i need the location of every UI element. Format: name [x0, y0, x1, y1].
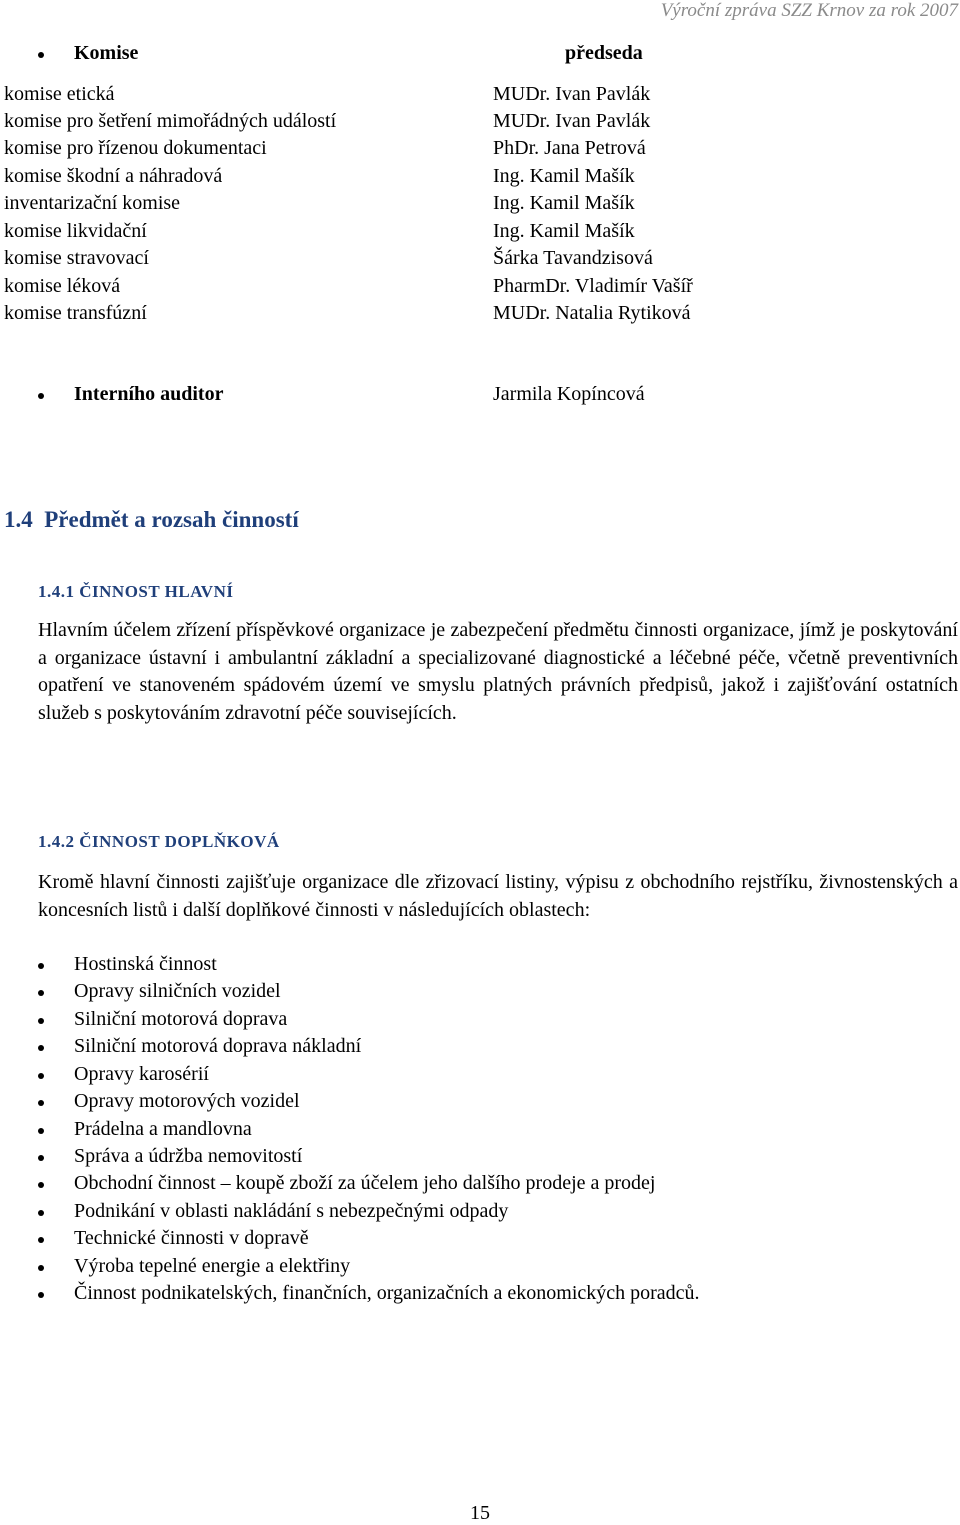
- commission-chair: Ing. Kamil Mašík: [493, 220, 635, 242]
- commission-name: komise likvidační: [4, 220, 147, 242]
- commission-chair: Ing. Kamil Mašík: [493, 165, 635, 187]
- subsection-title: ČINNOST DOPLŇKOVÁ: [79, 832, 280, 851]
- list-item: Podnikání v oblasti nakládání s nebezpečnými odpady: [74, 1200, 509, 1222]
- commission-name: komise transfúzní: [4, 302, 147, 324]
- list-item: Silniční motorová doprava: [74, 1008, 288, 1030]
- bullet-icon: [38, 1155, 44, 1161]
- section-title: Předmět a rozsah činností: [44, 507, 299, 532]
- bullet-icon: [38, 1237, 44, 1243]
- list-item: Správa a údržba nemovitostí: [74, 1145, 303, 1167]
- bullet-icon: [38, 1018, 44, 1024]
- bullet-icon: [38, 990, 44, 996]
- bullet-icon: [38, 1128, 44, 1134]
- commission-chair: MUDr. Natalia Rytiková: [493, 302, 691, 324]
- bullet-icon: [38, 1210, 44, 1216]
- list-item: Technické činnosti v dopravě: [74, 1227, 309, 1249]
- bullet-icon: [38, 963, 44, 969]
- commission-chair: Ing. Kamil Mašík: [493, 192, 635, 214]
- commission-chair: Šárka Tavandzisová: [493, 247, 653, 269]
- bullet-icon: [38, 1292, 44, 1298]
- commission-name: komise pro šetření mimořádných událostí: [4, 110, 337, 132]
- commission-name: komise pro řízenou dokumentaci: [4, 137, 267, 159]
- list-item: Opravy motorových vozidel: [74, 1090, 300, 1112]
- commission-chair: PharmDr. Vladimír Vašíř: [493, 275, 693, 297]
- bullet-icon: [38, 52, 44, 58]
- bullet-icon: [38, 1100, 44, 1106]
- list-item: Výroba tepelné energie a elektřiny: [74, 1255, 351, 1277]
- subsection-title: ČINNOST HLAVNÍ: [79, 582, 234, 601]
- list-item: Prádelna a mandlovna: [74, 1118, 252, 1140]
- section-number: 1.4: [4, 507, 33, 532]
- commission-name: komise stravovací: [4, 247, 149, 269]
- list-item: Opravy silničních vozidel: [74, 980, 281, 1002]
- auditor-label: Interního auditor: [74, 383, 224, 405]
- list-item: Hostinská činnost: [74, 953, 217, 975]
- commission-chair: MUDr. Ivan Pavlák: [493, 110, 651, 132]
- bullet-icon: [38, 1182, 44, 1188]
- commission-name: inventarizační komise: [4, 192, 181, 214]
- subsection-number: 1.4.2: [38, 832, 75, 851]
- commission-name: komise léková: [4, 275, 121, 297]
- commission-chair: MUDr. Ivan Pavlák: [493, 83, 651, 105]
- bullet-icon: [38, 1045, 44, 1051]
- running-header: Výroční zpráva SZZ Krnov za rok 2007: [660, 0, 958, 21]
- list-item: Opravy karosérií: [74, 1063, 209, 1085]
- main-activity-paragraph: Hlavním účelem zřízení příspěvkové organizace je zabezpečení předmětu činnosti organizace, jímž je poskytování a organizace ústavní i ambulantní základní a specializované diagnostické a léčebné péče, včetně preventivních opatření ve stanoveném spádovém území ve smyslu platných právních předpisů, jakož i zajišťování ostatních služeb s poskytováním zdravotní péče souvisejících.: [38, 619, 958, 724]
- commission-name: komise etická: [4, 83, 115, 105]
- chair-heading: předseda: [565, 42, 643, 64]
- subsection-number: 1.4.1: [38, 582, 75, 601]
- bullet-icon: [38, 1073, 44, 1079]
- page-number: 15: [470, 1502, 490, 1524]
- bullet-icon: [38, 1265, 44, 1271]
- commission-name: komise škodní a náhradová: [4, 165, 223, 187]
- commissions-heading: Komise: [74, 42, 139, 64]
- commission-chair: PhDr. Jana Petrová: [493, 137, 646, 159]
- auditor-name: Jarmila Kopíncová: [493, 383, 645, 405]
- list-item: Silniční motorová doprava nákladní: [74, 1035, 362, 1057]
- subsection-heading-main: [38, 582, 233, 602]
- subsection-heading-secondary: [38, 832, 280, 852]
- secondary-activity-paragraph: Kromě hlavní činnosti zajišťuje organizace dle zřizovací listiny, výpisu z obchodního rejstříku, živnostenských a koncesních listů i další doplňkové činnosti v následujících oblastech:: [38, 871, 958, 921]
- list-item: Činnost podnikatelských, finančních, organizačních a ekonomických poradců.: [74, 1282, 700, 1304]
- section-heading: [4, 507, 299, 533]
- bullet-icon: [38, 393, 44, 399]
- list-item: Obchodní činnost – koupě zboží za účelem jeho dalšího prodeje a prodej: [74, 1172, 656, 1194]
